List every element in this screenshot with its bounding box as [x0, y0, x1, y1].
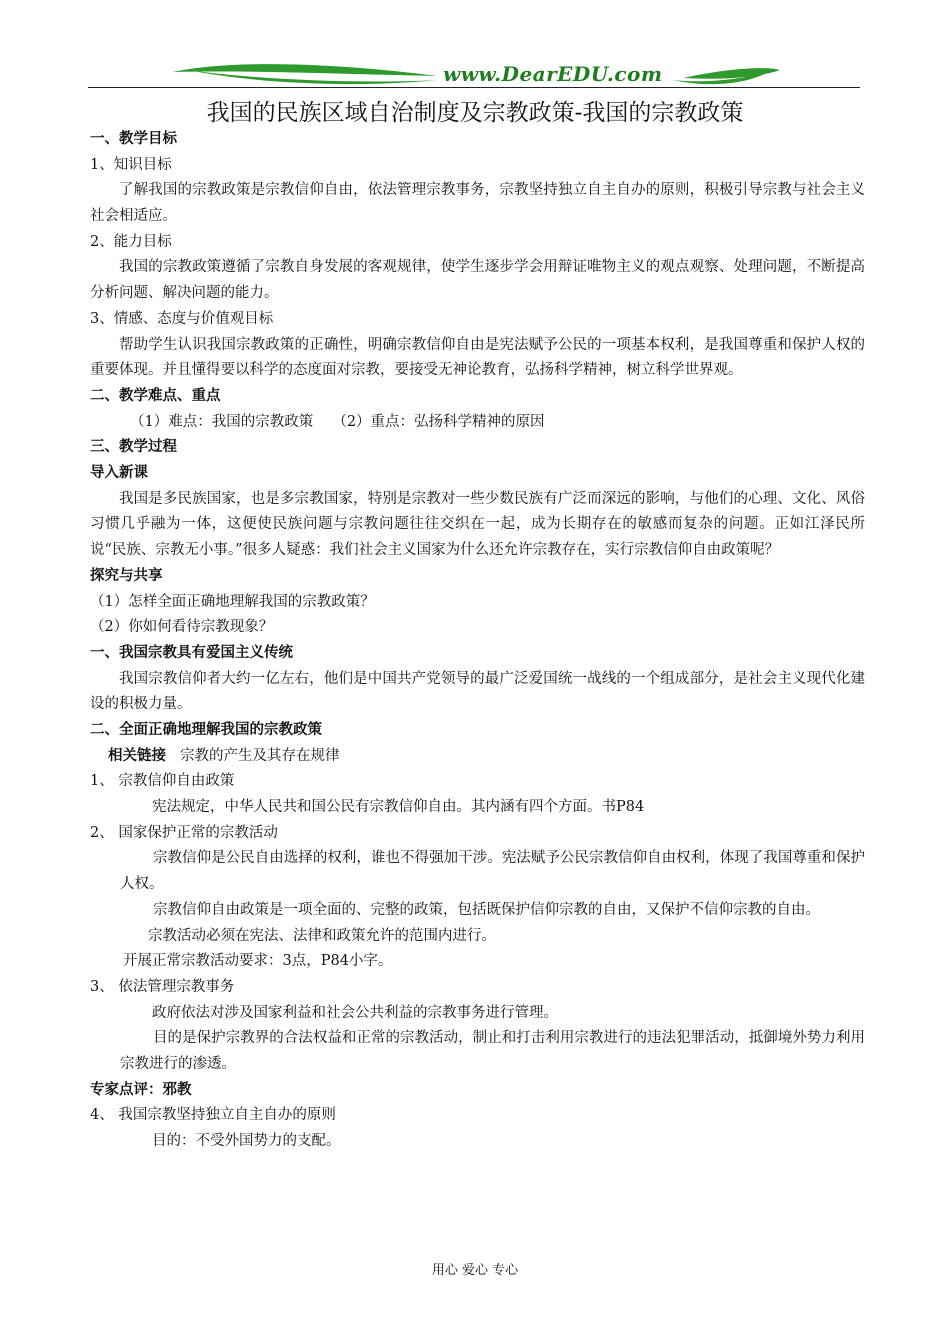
subsection-4: 4、 我国宗教坚持独立自主自办的原则 — [90, 1107, 336, 1124]
subsection-1: 1、 宗教信仰自由政策 — [90, 773, 235, 790]
values-paragraph: 帮助学生认识我国宗教政策的正确性，明确宗教信仰自由是宪法赋予公民的一项基本权利，是我国尊重和保护人权的重要体现。并且懂得要以科学的态度面对宗教，要接受无神论教育，弘扬科学精神，树立科学世界观。 — [90, 336, 865, 379]
related-link-text: 宗教的产生及其存在规律 — [180, 747, 340, 764]
subsection-1-text: 宪法规定，中华人民共和国公民有宗教信仰自由。其内涵有四个方面。书P84 — [152, 799, 645, 816]
heading-objectives: 一、教学目标 — [90, 131, 177, 147]
subheading-ability: 2、能力目标 — [90, 233, 172, 250]
patriotism-paragraph: 我国宗教信仰者大约一亿左右，他们是中国共产党领导的最广泛爱国统一战线的一个组成部分，是社会主义现代化建设的积极力量。 — [90, 670, 865, 713]
subsection-2-text-4: 开展正常宗教活动要求：3点，P84小字。 — [123, 953, 393, 970]
knowledge-paragraph: 了解我国的宗教政策是宗教信仰自由，依法管理宗教事务，宗教坚持独立自主自办的原则，积极引导宗教与社会主义社会相适应。 — [90, 182, 865, 225]
subsection-2-text-3: 宗教活动必须在宪法、法律和政策允许的范围内进行。 — [148, 927, 496, 944]
subsection-3-text-1: 政府依法对涉及国家利益和社会公共利益的宗教事务进行管理。 — [152, 1004, 558, 1021]
site-header — [88, 58, 860, 94]
subsection-2: 2、 国家保护正常的宗教活动 — [90, 824, 278, 841]
heading-intro: 导入新课 — [90, 465, 148, 482]
document-body — [90, 127, 865, 1155]
heading-difficulties: 二、教学难点、重点 — [90, 387, 221, 404]
heading-explore: 探究与共享 — [90, 567, 163, 584]
difficulties-text: （1）难点：我国的宗教政策 （2）重点：弘扬科学精神的原因 — [130, 413, 545, 430]
heading-process: 三、教学过程 — [90, 439, 177, 456]
subsection-2-text-1: 宗教信仰是公民自由选择的权利，谁也不得强加干涉。宪法赋予公民宗教信仰自由权利，体现了我国尊重和保护人权。 — [120, 850, 865, 893]
subheading-values: 3、情感、态度与价值观目标 — [90, 310, 274, 327]
ability-paragraph: 我国的宗教政策遵循了宗教自身发展的客观规律，使学生逐步学会用辩证唯物主义的观点观察、处理问题，不断提高分析问题、解决问题的能力。 — [90, 259, 865, 302]
subheading-knowledge: 1、知识目标 — [90, 156, 172, 173]
question-2: （2）你如何看待宗教现象？ — [90, 619, 274, 636]
heading-policy: 二、全面正确地理解我国的宗教政策 — [90, 721, 322, 738]
site-logo-text[interactable]: www.DearEDU.com — [443, 62, 663, 86]
subsection-4-text: 目的：不受外国势力的支配。 — [152, 1133, 341, 1150]
intro-paragraph: 我国是多民族国家，也是多宗教国家，特别是宗教对一些少数民族有广泛而深远的影响，与他们的心理、文化、风俗习惯几乎融为一体，这便使民族问题与宗教问题往往交织在一起，成为长期存在的敏感而复杂的问题。正如江泽民所说“民族、宗教无小事。”很多人疑惑：我们社会主义国家为什么还允许宗教存在，实行宗教信仰自由政策呢？ — [90, 490, 865, 559]
page-title: 我国的民族区域自治制度及宗教政策-我国的宗教政策 — [206, 100, 744, 126]
page-footer: 用心 爱心 专心 — [431, 1263, 519, 1278]
related-link-label: 相关链接 — [108, 747, 166, 764]
header-rule — [88, 87, 860, 88]
heading-patriotism: 一、我国宗教具有爱国主义传统 — [90, 644, 293, 661]
subsection-3: 3、 依法管理宗教事务 — [90, 978, 235, 995]
subsection-2-text-2: 宗教信仰自由政策是一项全面的、完整的政策，包括既保护信仰宗教的自由，又保护不信仰宗教的自由。 — [153, 901, 820, 918]
subsection-3-text-2: 目的是保护宗教界的合法权益和正常的宗教活动，制止和打击利用宗教进行的违法犯罪活动，抵御境外势力利用宗教进行的渗透。 — [120, 1030, 865, 1072]
question-1: （1）怎样全面正确地理解我国的宗教政策？ — [90, 593, 375, 610]
expert-comment: 专家点评：邪教 — [90, 1081, 192, 1098]
related-link-line — [90, 744, 865, 770]
